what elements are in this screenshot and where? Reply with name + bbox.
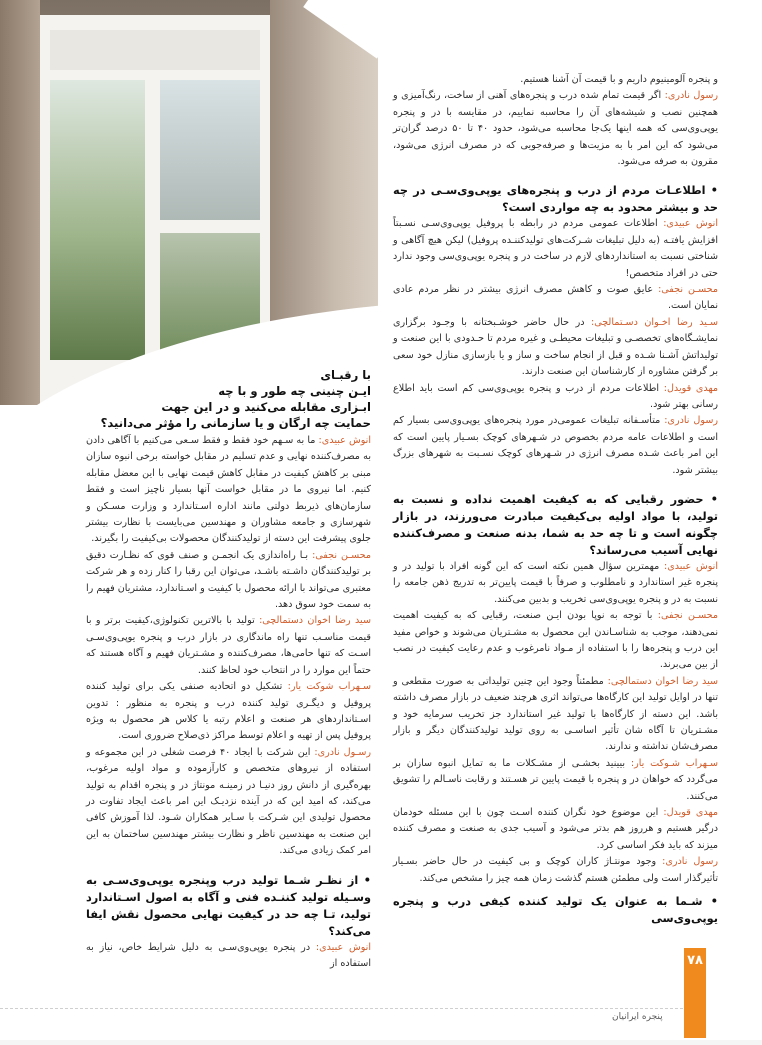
paragraph: رسول نادری: اگر قیمت تمام شده درب و پنجره‌های آهنی از ساخت، رنگ‌آمیزی و همچنین نصب و شیشه‌های آن را محاسبه نماییم، در مقایسه با در و پنجره یوپی‌وی‌سی که همه اینها یک‌جا محاسبه می‌شود، حدود ۴۰ تا ۵۰ درصد گران‌تر می‌شود که این امر با به مزیت‌ها و صرفه‌جویی که در مصرف انرژی می‌شود، مقرون به صرفه می‌شود. (393, 90, 718, 168)
paragraph: محسـن نجفی: با توجه به نوپا بودن ایـن صنعت، رقبایی که به کیفیت اهمیت نمی‌دهند، موجب به شناسـاندن این محصول به مشـتریان می‌شوند و خواص مفید این درب و پنجره‌ها را با استفاده از مـواد نامرغوب و عدم رعایت کیفیت در نصب از بین می‌برند. (393, 610, 718, 671)
question-heading: • از نظـر شـما تولید درب وپنجره یوپی‌وی‌سـی به وسـیله تولید کننـده فنی و آگاه به اصول اسـتاندارد تولید، تـا چه حد در کیفیت نهایی محصول نقش ایفا می‌کند؟ (86, 873, 371, 938)
paragraph: رسول نادری: وجود مونتـاژ کاران کوچک و بی کیفیت در حال حاضر بسـیار تأثیرگذار است ولی مطمئن هستم گذشت زمان همه چیز را مشخص می‌کند. (393, 856, 718, 884)
paragraph: سید رضا اخوان دستمالچی: مطمئناً وجود این چنین تولیداتی به صورت مقطعی و تنها در اوایل تولید این کارگاه‌ها می‌تواند اثری هرچند ضعیف در بازار مصرف داشته باشد. این دسته از کارگاه‌ها با تولید غیر استاندارد جز تخریب سرمایه خود و مشـتریان تا آگاه شان تأثیر اساسـی به روی تولید تولیدکنندگان دیگر و بازار مصرف‌شان نداشته و ندارند. (393, 675, 718, 753)
window-pane-left (50, 80, 145, 360)
question-intro: با رقبـای ایـن چنینی چه طور و با چه ابـزاری مقابله می‌کنید و در این جهت حمایت چه ارگان و یا سازمانی را مؤثر می‌دانید؟ (100, 368, 371, 430)
paragraph: مهدی قویدل: اطلاعات مردم از درب و پنجره یوپی‌وی‌سی کم است باید اطلاع رسانی بهتر شود. (393, 382, 719, 410)
interior-window-photo (0, 0, 378, 405)
paragraph: انوش عبیدی: ما به سـهم خود فقط و فقط سـعی می‌کنیم با آگاهی دادن به مصرف‌کننده نهایی و عدم تسلیم در مقابل خواسته برخی انبوه سازان مبنی بر کاهش کیفیت در مقابل کاهش قیمت نهایی با این معضل مقابله کنیم. اما نیروی ما در مقابل خواست آنها بسیار ناچیز است و فقط سازمان‌های ذیربط دولتی مانند اداره اسـتاندارد و وزارت مسـکن و شهرسازی و جامعه مشاوران و مهندسین می‌بایست با نظارت بیشتر جلوی پیشرفت این دسته از تولیدکنندگان محصولات بی‌کیفیت را بگیرند. (86, 435, 371, 545)
left-column (86, 367, 371, 972)
speaker-name: رسول نادری: (664, 90, 718, 102)
speaker-name: انوش عبیدی: (318, 435, 371, 446)
paragraph: رسول نادری: متأسـفانه تبلیغات عمومی‌در مورد پنجره‌های یوپی‌وی‌سی بسیار کم است و اطلاعات عامه مردم بخصوص در شـهرهای کوچک بسـیار پایین است که این امر باعث شـده مصرف انرژی در شـهرهای کوچک نسـبت به شهرهای بزرگ بیشتر شود. (393, 415, 718, 476)
speaker-name: مهدی قویدل: (663, 382, 719, 394)
speaker-name: سید رضا اخوان دستمالچی: (259, 615, 371, 627)
speaker-name: رسول نادری: (664, 415, 718, 427)
speaker-name: انوش عبیدی: (663, 218, 718, 230)
paragraph: رسـول نادری: این شرکت با ایجاد ۴۰ فرصت شغلی در این مجموعه و استفاده از نیروهای متخصص و کارآزموده و مواد اولیه مرغوب، بهره‌گیری از دانش روز دنیـا در زمینـه مونتاژ در و پنجره اقدام به تولید می‌کند، که امید این که در آینده نزدیـک این امر باعث ایجاد تفاوت در محصول تولیدی این شـرکت با سـایر همکاران شـود. لذا آموزش کافی این صنعت به مهندسین ناظر و نظارت بیشتر مهندسین ساختمان به این امر کمک زیادی می‌کند. (86, 746, 372, 857)
paragraph: و پنجره آلومینیوم داریم و با قیمت آن آشنا هستیم. (520, 74, 718, 85)
speaker-name: محسـن نجفی: (658, 284, 718, 296)
paragraph: محسـن نجفی: بـا راه‌اندازی یک انجمـن و صنف قوی که نظـارت دقیق بر تولیدکنندگان داشـته باشـد، می‌توان این رقبا را کنار زده و هر شرکت معتبری می‌تواند با ارائه محصول با کیفیت و اسـتاندارد، مشتریان فهیم را به سمت خود سوق دهد. (86, 549, 371, 611)
paragraph: سـید رضا اخـوان دسـتمالچی: در حال حاضر خوشـبختانه با وجـود برگزاری نمایشـگاه‌های تخصصـی و تبلیغات محیطـی و غیره مردم تا حـدودی با این صنعت و تولیداتش آشـنا شـده و قبل از انجام ساخت و ساز و یا بازسازی منازل خود سعی بر گرفتن مشاوره از کارشناسان این صنعت دارند. (393, 316, 718, 378)
paragraph: انوش عبیدی: مهمترین سؤال همین نکته است که این گونه افراد با تولید در و پنجره غیر استاندارد و نامطلوب و صرفاً با قیمت پایین‌تر به تدریج ذهن جامعه را نسبت به در و پنجره یوپی‌وی‌سی تخریب و بدبین می‌کنند. (393, 560, 718, 605)
question-heading: • اطلاعـات مردم از درب و پنجره‌های یوپی‌وی‌سـی در چه حد و بیشتر محدود به چه مواردی است؟ (393, 184, 718, 215)
page-number: ۷۸ (687, 953, 703, 968)
wall-left (0, 0, 40, 405)
speaker-name: رسول نادری: (662, 856, 718, 868)
right-column (393, 72, 718, 927)
window-pane-right-top (160, 80, 260, 220)
question-heading: • شـما به عنوان یک تولید کننده کیفی درب و پنجره یوپی‌وی‌سی (393, 895, 718, 926)
paragraph: سـهراب شـوکت یار: بیینید بخشـی از مشـکلات ما به تمایل انبوه سازان بر می‌گردد که خواهان در و پنجره با قیمت پایین تر هسـتند و رقابت ناسـالم را تشویق می‌کنند. (393, 757, 718, 802)
paragraph: مهدی قویدل: این موضوع خود نگران کننده اسـت چون با این مسئله خودمان درگیر هستیم و هرروز هم بدتر می‌شود و آسیب جدی به صنعت و مصرف کننده میزند که باید فکر اساسی کرد. (393, 807, 719, 851)
paragraph: انوش عبیدی: در پنجره یوپی‌وی‌سـی به دلیل شرایط خاص، نیاز به استفاده از (86, 941, 371, 969)
speaker-name: مهدی قویدل: (663, 807, 719, 819)
paragraph: انوش عبیدی: اطلاعات عمومی مردم در رابطه با پروفیل یوپی‌وی‌سـی نسـبتاً افزایش یافتـه (به دلیل تبلیغات شـرکت‌های تولیدکننـده پروفیل) لیکن هیچ آگاهی و شناختی نسبت به استانداردهای لازم در ساخت در و پنجره یوپی‌وی‌سی وجود ندارد حتی در افراد متخصص! (393, 218, 718, 279)
paragraph: سـهراب شوکت یار: تشکیل دو اتحادیه صنفی یکی برای تولید کننده پروفیل و دیگـری تولید کننده درب و پنجره به منظور : تدوین اسـتانداردهای هر صنعت و اعلام رتبه یا کلاس هر محصول به ویژه پروفیل پس از تهیه و اعلام توسط مراکز ذی‌صلاح ضروری است. (86, 681, 371, 742)
magazine-name: پنجره ایرانیان (612, 1012, 663, 1022)
speaker-name: محسـن نجفی: (312, 549, 371, 561)
footer-divider (0, 1008, 683, 1009)
paragraph: سید رضا اخوان دستمالچی: تولید با بالاترین تکنولوژی،کیفیت برتر و با قیمت مناسـب تنها راه ماندگاری در بازار درب و پنجره یوپی‌وی‌سـی اسـت که تنها حامی‌ها، مصرف‌کننده و مشـتریان فهیم و آگاه هستند که حتماً این موارد را در انتخاب خود لحاظ کنند. (86, 615, 371, 676)
paragraph: محسـن نجفی: عایق صوت و کاهش مصرف انرژی بیشتر در نظر مردم عادی نمایان است. (393, 284, 718, 312)
speaker-name: انوش عبیدی: (663, 560, 718, 572)
speaker-name: سید رضا اخوان دستمالچی: (607, 675, 718, 687)
speaker-name: انوش عبیدی: (315, 941, 371, 953)
speaker-name: سـید رضا اخـوان دسـتمالچی: (591, 316, 718, 328)
speaker-name: رسـول نادری: (314, 746, 372, 758)
question-heading: • حضور رقبایی که به کیفیت اهمیت نداده و نسبت به تولید، با مواد اولیه بی‌کیفیت مبادرت می‌ورزند، در بازار چگونه است و تا چه حد به شما، بدنه صنعت و مصرف‌کننده نهایی آسیب می‌رساند؟ (393, 492, 718, 557)
speaker-name: محسـن نجفی: (657, 610, 718, 622)
speaker-name: سـهراب شوکت یار: (287, 681, 371, 693)
speaker-name: سـهراب شـوکت یار: (630, 757, 718, 769)
